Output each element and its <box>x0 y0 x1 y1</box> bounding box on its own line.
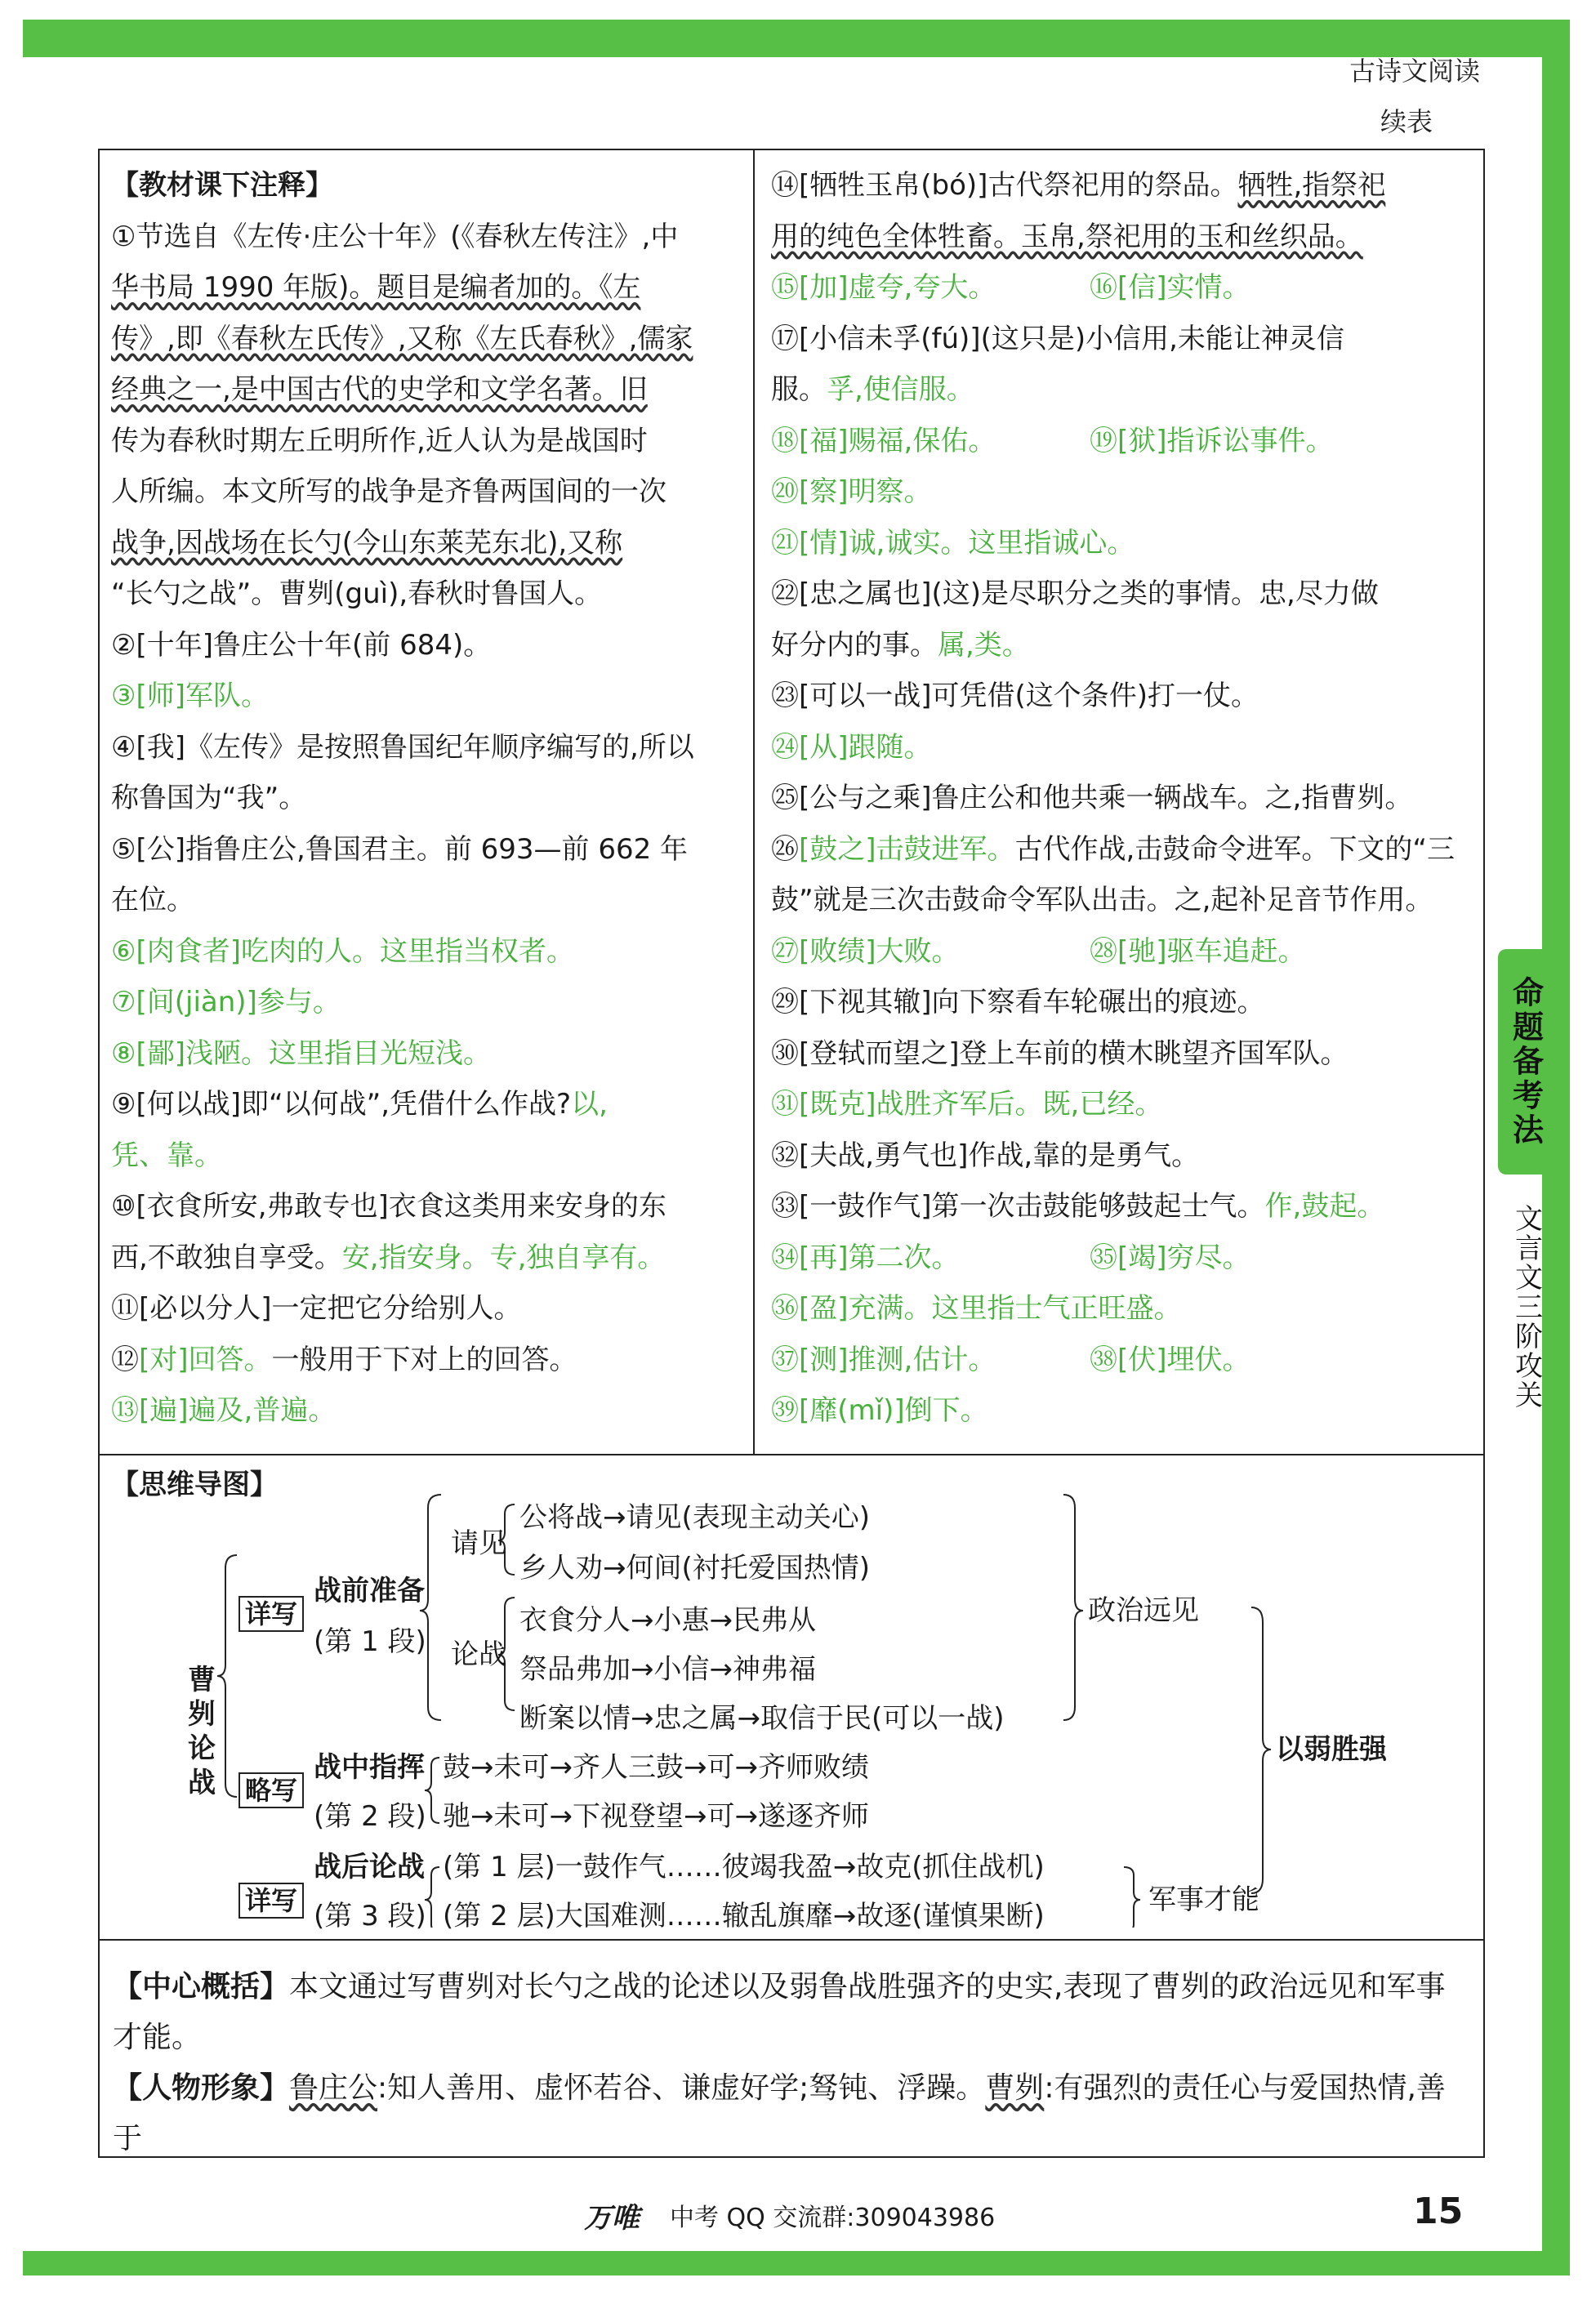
note-15-16: ⑮[加]虚夸,夸大。 ⑯[信]实情。 <box>771 271 1250 304</box>
note-25: ㉕[公与之乘]鲁庄公和他共乘一辆战车。之,指曹刿。 <box>771 782 1413 814</box>
note-18-19: ⑱[福]赐福,保佑。 ⑲[狱]指诉讼事件。 <box>771 424 1334 457</box>
stage1-lunzhan: 论战 <box>451 1638 506 1671</box>
stage2-name: 战中指挥 <box>314 1751 425 1784</box>
header-category: 古诗文阅读 <box>1349 56 1480 87</box>
note-24: ㉔[从]跟随。 <box>771 730 932 764</box>
note-13: ⑬[遍]遍及,普遍。 <box>111 1394 337 1427</box>
page-number: 15 <box>1413 2191 1464 2232</box>
stage1-qingjian-2: 乡人劝→何间(衬托爱国热情) <box>519 1552 871 1585</box>
note-14: ⑭[牺牲玉帛(bó)]古代祭祀用的祭品。牺牲,指祭祀 用的纯色全体牲畜。玉帛,祭祀用的玉和丝织品。 <box>771 169 1386 253</box>
bracket-root <box>217 1555 237 1797</box>
note-8: ⑧[鄙]浅陋。这里指目光短浅。 <box>111 1036 492 1070</box>
note-23: ㉓[可以一战]可凭借(这个条件)打一仗。 <box>771 680 1259 712</box>
stage1-qingjian: 请见 <box>451 1527 506 1560</box>
bracket-military <box>1124 1867 1140 1928</box>
stage2-line-1: 鼓→未可→齐人三鼓→可→齐师败绩 <box>443 1751 869 1784</box>
note-31: ㉛[既克]战胜齐军后。既,已经。 <box>771 1088 1163 1121</box>
note-3: ③[师]军队。 <box>111 680 270 712</box>
bracket-stage3 <box>425 1867 439 1928</box>
notes-title: 【教材课下注释】 <box>111 169 333 202</box>
stage1-qingjian-1: 公将战→请见(表现主动关心) <box>519 1501 871 1534</box>
note-26: ㉖[鼓之]击鼓进军。古代作战,击鼓命令进军。下文的“三 鼓”就是三次击鼓命令军队出击。之,起补足音节作用。 <box>771 832 1455 916</box>
note-12: ⑫[对]回答。一般用于下对上的回答。 <box>111 1343 577 1376</box>
bracket-stage2 <box>425 1758 439 1823</box>
bracket-stage1 <box>420 1495 441 1720</box>
stage1-lunzhan-2: 祭品弗加→小信→神弗福 <box>519 1653 816 1686</box>
footer-qq-group: 中考 QQ 交流群:309043986 <box>670 2204 996 2232</box>
note-33: ㉝[一鼓作气]第一次击鼓能够鼓起士气。作,鼓起。 <box>771 1190 1385 1223</box>
mind-map <box>100 1454 1483 1932</box>
note-7: ⑦[间(jiàn)]参与。 <box>111 986 341 1019</box>
note-21: ㉑[情]诚,诚实。这里指诚心。 <box>771 526 1135 559</box>
note-29: ㉙[下视其辙]向下察看车轮碾出的痕迹。 <box>771 986 1265 1019</box>
tag-detail: 详写 <box>239 1596 304 1632</box>
side-tab-main: 命题备考法 <box>1498 949 1554 1175</box>
stage1-name: 战前准备 <box>314 1575 425 1607</box>
note-2: ②[十年]鲁庄公十年(前 684)。 <box>111 628 492 662</box>
note-37-38: ㊲[测]推测,估计。 ㊳[伏]埋伏。 <box>771 1343 1250 1376</box>
mindmap-root: 曹刿论战 <box>188 1664 216 1799</box>
stage1-lunzhan-3: 断案以情→忠之属→取信于民(可以一战) <box>519 1702 1005 1735</box>
stage1-lunzhan-1: 衣食分人→小惠→民弗从 <box>519 1604 816 1637</box>
note-20: ⑳[察]明察。 <box>771 475 932 508</box>
stage3-para: (第 3 段) <box>314 1900 426 1932</box>
note-39: ㊴[靡(mǐ)]倒下。 <box>771 1394 988 1427</box>
character-image: 【人物形象】鲁庄公:知人善用、虚怀若谷、谦虚好学;驽钝、浮躁。曹刿:有强烈的责任心与爱国热情,善于 <box>113 2071 1446 2155</box>
stage3-line-1: (第 1 层)一鼓作气……彼竭我盈→故克(抓住战机) <box>443 1851 1045 1883</box>
stage1-para: (第 1 段) <box>314 1625 426 1658</box>
note-17: ⑰[小信未孚(fú)](这只是)小信用,未能让神灵信 服。孚,使信服。 <box>771 322 1344 406</box>
side-tab-sub: 文言文三阶攻关 <box>1509 1204 1543 1410</box>
bottom-green-bar <box>23 2251 1570 2275</box>
summary-section <box>113 1962 1469 2164</box>
stage3-line-2: (第 2 层)大国难测……辙乱旗靡→故逐(谨慎果断) <box>443 1900 1045 1932</box>
tag-brief: 略写 <box>239 1772 304 1808</box>
note-9: ⑨[何以战]即“以何战”,凭借什么作战?以, 凭、靠。 <box>111 1088 608 1172</box>
note-36: ㊱[盈]充满。这里指士气正旺盛。 <box>771 1292 1182 1325</box>
tag-detail: 详写 <box>239 1883 304 1919</box>
stage2-line-2: 驰→未可→下视登望→可→遂逐齐师 <box>443 1800 869 1833</box>
note-32: ㉜[夫战,勇气也]作战,靠的是勇气。 <box>771 1139 1200 1172</box>
notes-right-column <box>771 160 1478 1437</box>
note-1: ①节选自《左传·庄公十年》(《春秋左传注》,中 华书局 1990 年版)。题目是编者加的。《左 传》,即《春秋左氏传》,又称《左氏春秋》,儒家 经典之一,是中国古代的史学和文学名著。旧 传为春秋时期左丘明所作,近人认为是战国时 人所编。本文所写的战争是齐鲁两国间的一次 战争,因战场在长勺(今山东莱芜东北),又称 “长勺之战”。曹刿(guì),春秋时鲁国人。 <box>111 220 693 610</box>
note-4: ④[我]《左传》是按照鲁国纪年顺序编写的,所以 称鲁国为“我”。 <box>111 730 694 814</box>
note-6: ⑥[肉食者]吃肉的人。这里指当权者。 <box>111 934 575 968</box>
stage3-name: 战后论战 <box>314 1851 425 1883</box>
outcome-military: 军事才能 <box>1148 1883 1259 1916</box>
note-30: ㉚[登轼而望之]登上车前的横木眺望齐国军队。 <box>771 1036 1349 1070</box>
conclusion: 以弱胜强 <box>1276 1733 1387 1766</box>
bracket-politics <box>1063 1495 1083 1720</box>
note-11: ⑪[必以分人]一定把它分给别人。 <box>111 1292 522 1325</box>
note-27-28: ㉗[败绩]大败。 ㉘[驰]驱车追赶。 <box>771 934 1306 968</box>
note-5: ⑤[公]指鲁庄公,鲁国君主。前 693—前 662 年 在位。 <box>111 832 689 916</box>
footer <box>0 2191 1596 2240</box>
header-continued: 续表 <box>1380 106 1433 137</box>
note-22: ㉒[忠之属也](这)是尽职分之类的事情。忠,尽力做 好分内的事。属,类。 <box>771 577 1379 662</box>
outcome-politics: 政治远见 <box>1088 1594 1199 1627</box>
note-10: ⑩[衣食所安,弗敢专也]衣食这类用来安身的东 西,不敢独自享受。安,指安身。专,独自享有。 <box>111 1190 666 1274</box>
column-divider <box>753 150 755 1454</box>
notes-left-column <box>111 160 748 1437</box>
divider <box>100 1939 1483 1941</box>
content-box <box>98 149 1485 2158</box>
mindmap-title: 【思维导图】 <box>111 1469 278 1501</box>
note-34-35: ㉞[再]第二次。 ㉟[竭]穷尽。 <box>771 1241 1250 1274</box>
stage2-para: (第 2 段) <box>314 1800 426 1833</box>
center-summary: 【中心概括】本文通过写曹刿对长勺之战的论述以及弱鲁战胜强齐的史实,表现了曹刿的政治远见和军事 才能。 <box>113 1970 1446 2054</box>
brand-logo: 万唯 <box>584 2202 640 2235</box>
bracket-conclusion <box>1251 1607 1271 1893</box>
top-green-bar <box>23 20 1542 57</box>
